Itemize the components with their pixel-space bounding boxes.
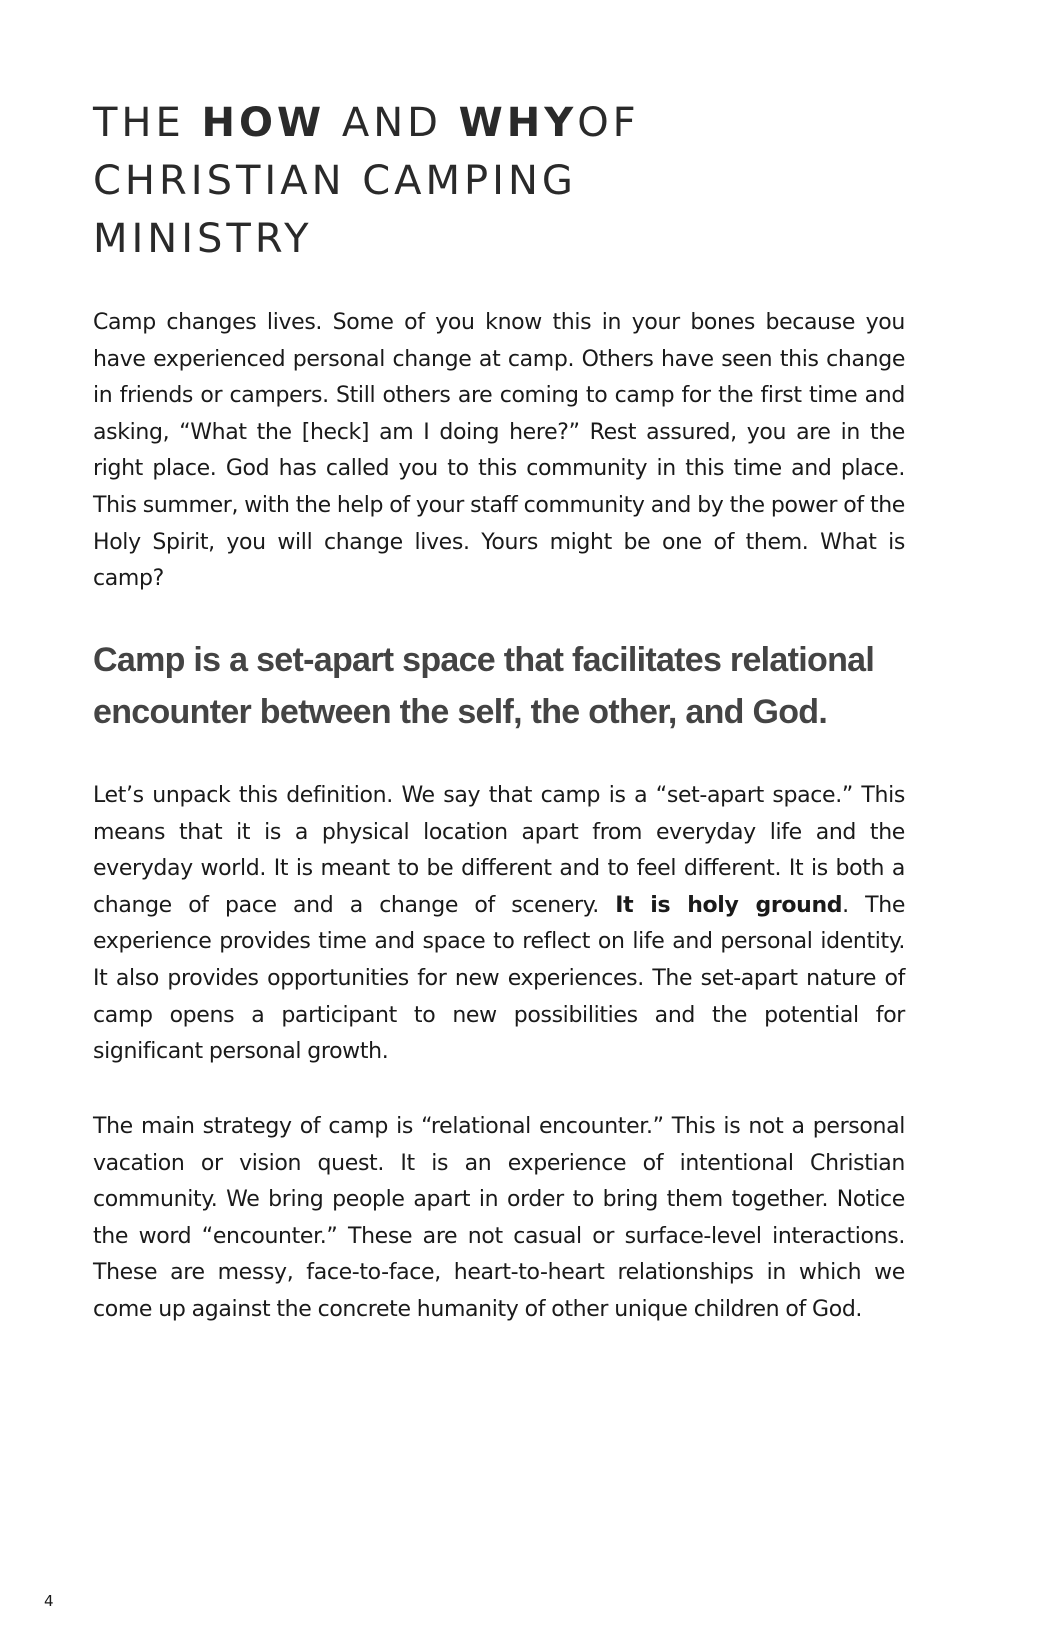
title-line-2: CHRISTIAN CAMPING — [93, 158, 577, 204]
title-word-and: AND — [325, 100, 459, 146]
holy-ground-emphasis: It is holy ground — [615, 892, 843, 918]
intro-paragraph: Camp changes lives. Some of you know this in your bones because you have experienced personal change at camp. Others have seen this change in friends or campers. Still others are coming to camp for the first time and asking, “What the [heck] am I doing here?” Rest assured, you are in the right place. God has called you to this community in this time and place. This summer, with the help of your staff community and by the power of the Holy Spirit, you will change lives. Yours might be one of them. What is camp? — [93, 310, 905, 592]
set-apart-text-end: . The experience provides time and space to reflect on life and personal identity. It also provides opportunities for new experiences. The set-apart nature of camp opens a participant to new possibilities and the potential for significant personal growth. — [93, 892, 906, 1065]
definition-callout: Camp is a set-apart space that facilitates relational encounter between the self, the other, and God. — [93, 641, 875, 731]
title-line-3: MINISTRY — [93, 216, 313, 262]
page-number: 4 — [44, 1592, 54, 1610]
title-line-1 — [93, 100, 640, 146]
page-title — [93, 94, 953, 268]
title-word-why: WHY — [458, 100, 578, 146]
title-word-the: THE — [93, 100, 202, 146]
title-word-how: HOW — [201, 100, 326, 146]
title-word-of: OF — [577, 100, 640, 146]
relational-encounter-paragraph: The main strategy of camp is “relational encounter.” This is not a personal vacation or vision quest. It is an experience of intentional Christian community. We bring people apart in order to bring them together. Notice the word “encounter.” These are not casual or surface-level interactions. These are messy, face-to-face, heart-to-heart relationships in which we come up against the concrete humanity of other unique children of God. — [93, 1114, 905, 1322]
set-apart-paragraph — [93, 778, 905, 1071]
set-apart-text-start: Let’s unpack this definition. We say that camp is a “set-apart space.” This means that it is a physical location apart from everyday life and the everyday world. It is meant to be different and to feel different. It is both a change of pace and a change of scenery. — [93, 783, 905, 918]
